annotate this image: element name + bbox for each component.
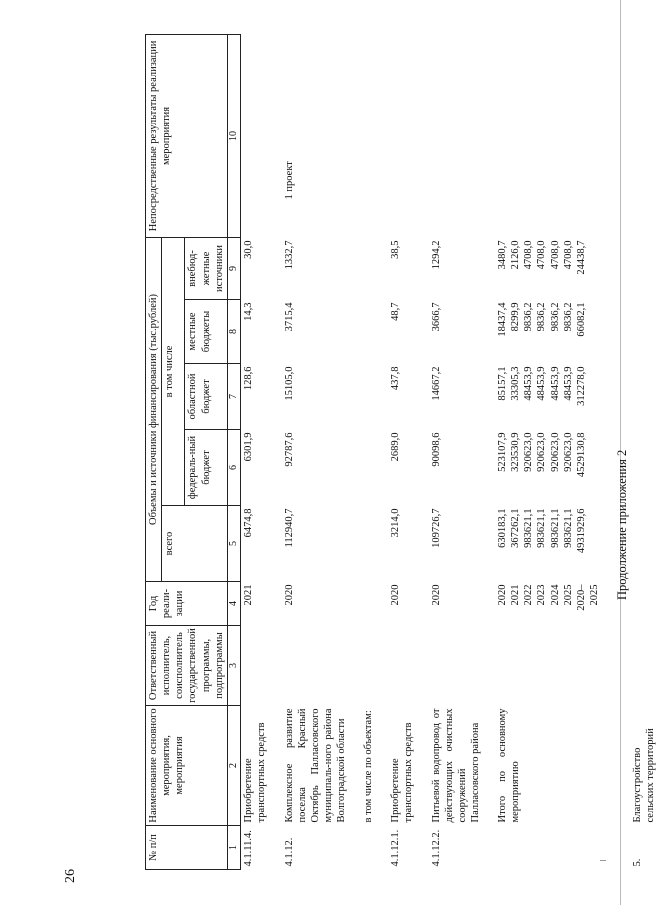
header-federal: федераль-ный бюджет [185,430,227,506]
total-extrabudget: 3480,7 2126,0 4708,0 4708,0 4708,0 4708,0 24438,7 [497,240,587,275]
total-sum: 630183,1 367262,1 983621,1 983621,1 983621,1 983621,1 4931929,6 [497,508,587,554]
row-extrabudget: 1294,2 [430,240,442,270]
row-extrabudget: 30,0 [243,240,255,259]
row-extrabudget: 1332,7 [283,240,295,270]
continuation-label: Продолжение приложения 2 [615,449,629,600]
row-index: 4.1.12. [283,837,295,867]
row-total: 6474,8 [243,508,255,538]
header-num: № п/п [146,826,228,870]
table-row [241,34,270,869]
row-name: Питьевой водопровод от действующих очистных сооружений Палласовского района [430,708,481,823]
row-result [388,34,416,237]
total-label: Итого по основному мероприятию [497,708,522,823]
page-number: 26 [63,869,78,883]
row-local: 14,3 [243,302,255,321]
row-federal: 90098,6 [430,432,442,467]
row-total: 109726,7 [430,508,442,548]
col-number: 8 [227,300,241,364]
col-number: 9 [227,237,241,299]
row-result [241,34,270,237]
table-row [388,34,416,869]
row-local: 3715,4 [283,302,295,332]
row-index: 4.1.12.1. [390,829,402,867]
table-row-total [495,34,602,869]
row-federal: 2689,0 [390,432,402,462]
table-row [429,34,484,869]
table-row [361,34,376,869]
financing-table [145,34,658,870]
header-local: местные бюджеты [185,300,227,364]
row-federal: 6301,9 [243,432,255,462]
row-total: 112940,7 [283,508,295,548]
row-regional: 128,6 [243,366,255,391]
header-including: в том числе [162,237,185,505]
row-name: Приобретение транспортных средств [390,722,415,823]
total-years: 2020 2021 2022 2023 2024 2025 2020–2025 [497,584,600,611]
header-name: Наименование основного мероприятия, мероприятия [146,706,228,826]
row-index: 5. [632,858,643,867]
col-number: 7 [227,364,241,430]
row-total: 3214,0 [390,508,402,538]
col-number: 5 [227,506,241,582]
table-row [282,34,350,869]
total-regional: 85157,1 33305,3 48453,9 48453,9 48453,9 48453,9 312278,0 [497,366,587,406]
col-number: 1 [227,826,241,870]
col-number: 2 [227,706,241,826]
header-results: Непосредственные результаты реализации мероприятия [146,34,228,237]
row-year: 2020 [430,584,442,606]
total-local: 18437,4 8299,9 9836,2 9836,2 9836,2 9836,2 66082,1 [497,302,587,337]
header-total: всего [162,506,228,582]
col-number: 4 [227,582,241,626]
row-regional: 437,8 [390,366,402,391]
header-executor: Ответственный исполнитель, соисполнитель государственной программы, подпрограммы [146,626,228,706]
row-year: 2020 [390,584,402,606]
row-index: 4.1.12.2. [430,829,442,867]
row-regional: 14667,2 [430,366,442,401]
row-federal: 92787,6 [283,432,295,467]
table-row [630,34,658,869]
col-number: 10 [227,34,241,237]
row-name: Приобретение транспортных средств [243,722,268,823]
row-name: Комплексное развитие поселка Красный Октябрь Палласовского муниципаль-ного района Волгоградской области [283,708,347,823]
row-year: 2021 [243,584,255,606]
col-number: 3 [227,626,241,706]
header-year: Год реали-зации [146,582,228,626]
header-extrabudget: внебюд-жетные источники [185,237,227,299]
row-name: Благоустройство сельских территорий [632,728,657,823]
col-number: 6 [227,430,241,506]
row-result [429,34,484,237]
row-regional: 15105,0 [283,366,295,401]
including-objects-label: в том числе по объектам: [363,710,375,823]
header-financing: Объемы и источники финансирования (тыс.рублей) [146,237,162,581]
header-regional: областной бюджет [185,364,227,430]
row-year: 2020 [283,584,295,606]
row-index: 4.1.11.4. [243,830,255,867]
row-local: 48,7 [390,302,402,321]
row-local: 3666,7 [430,302,442,332]
row-result: 1 проект [283,161,295,200]
row-extrabudget: 38,5 [390,240,402,259]
total-federal: 523107,9 323530,9 920623,0 920623,0 920623,0 920623,0 4529130,8 [497,432,587,478]
